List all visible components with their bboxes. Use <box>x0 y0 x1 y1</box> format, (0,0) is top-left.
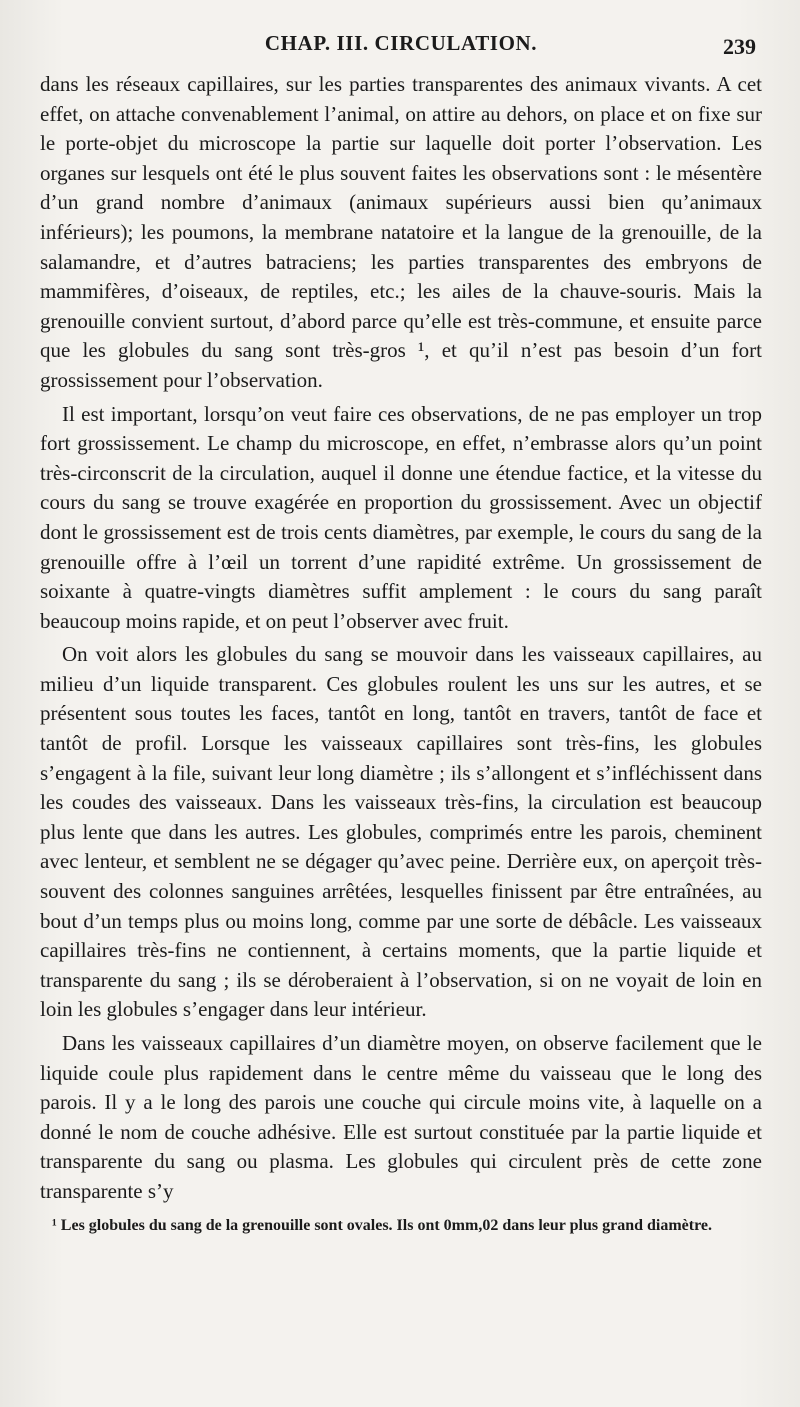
running-title: CHAP. III. CIRCULATION. <box>264 31 538 55</box>
footnote: ¹ Les globules du sang de la grenouille sont ovales. Ils ont 0mm,02 dans leur plus grand diamètre. <box>52 1216 712 1234</box>
footnote-separator <box>40 1207 762 1215</box>
paragraph: dans les réseaux capillaires, sur les parties transparentes des animaux vivants. A cet effet, on attache convenablement l’animal, on attire au dehors, on place et on fixe sur le porte-objet du microscope la partie sur laquelle doit porter l’observation. Les organes sur lesquels ont été le plus souvent faites les observations sont : le mésentère d’un grand nombre d’animaux (animaux supérieurs aussi bien qu’animaux inférieurs); les poumons, la membrane natatoire et la langue de la grenouille, de la salamandre, et d’autres batraciens; les parties transparentes des embryons de mammifères, d’oiseaux, de reptiles, etc.; les ailes de la chauve-souris. Mais la grenouille convient surtout, d’abord parce qu’elle est très-commune, et ensuite parce que les globules du sang sont très-gros ¹, et qu’il n’est pas besoin d’un fort grossissement pour l’observation. <box>40 72 762 392</box>
page-header <box>40 0 762 70</box>
page-number: 239 <box>723 34 756 59</box>
paragraph: Il est important, lorsqu’on veut faire ces observations, de ne pas employer un trop fort grossissement. Le champ du microscope, en effet, n’embrasse alors qu’un point très-circonscrit de la circulation, auquel il donne une étendue factice, et la vitesse du cours du sang se trouve exagérée en proportion du grossissement. Avec un objectif dont le grossissement est de trois cents diamètres, par exemple, le cours du sang de la grenouille offre à l’œil un torrent d’une rapidité extrême. Un grossissement de soixante à quatre-vingts diamètres suffit amplement : le cours du sang paraît beaucoup moins rapide, et on peut l’observer avec fruit. <box>40 401 762 633</box>
paragraph: Dans les vaisseaux capillaires d’un diamètre moyen, on observe facilement que le liquide coule plus rapidement dans le centre même du vaisseau que le long des parois. Il y a le long des parois une couche qui circule moins vite, à laquelle on a donné le nom de couche adhésive. Elle est surtout constituée par la partie liquide et transparente du sang ou plasma. Les globules qui circulent près de cette zone transparente s’y <box>40 1031 762 1203</box>
paragraph: On voit alors les globules du sang se mouvoir dans les vaisseaux capillaires, au milieu d’un liquide transparent. Ces globules roulent les uns sur les autres, et se présentent sous toutes les faces, tantôt en long, tantôt en travers, tantôt de face et tantôt de profil. Lorsque les vaisseaux capillaires sont très-fins, les globules s’engagent à la file, suivant leur long diamètre ; ils s’allongent et s’infléchissent dans les coudes des vaisseaux. Dans les vaisseaux très-fins, la circulation est beaucoup plus lente que dans les autres. Les globules, comprimés entre les parois, cheminent avec lenteur, et semblent ne se dégager qu’avec peine. Derrière eux, on aperçoit très-souvent des colonnes sanguines arrêtées, lesquelles finissent par être entraînées, au bout d’un temps plus ou moins long, comme par une sorte de débâcle. Les vaisseaux capillaires très-fins ne contiennent, à certains moments, que la partie liquide et transparente du sang ; ils se déroberaient à l’observation, si on ne voyait de loin en loin les globules s’engager dans leur intérieur. <box>40 642 762 1022</box>
body-text <box>40 70 762 1207</box>
